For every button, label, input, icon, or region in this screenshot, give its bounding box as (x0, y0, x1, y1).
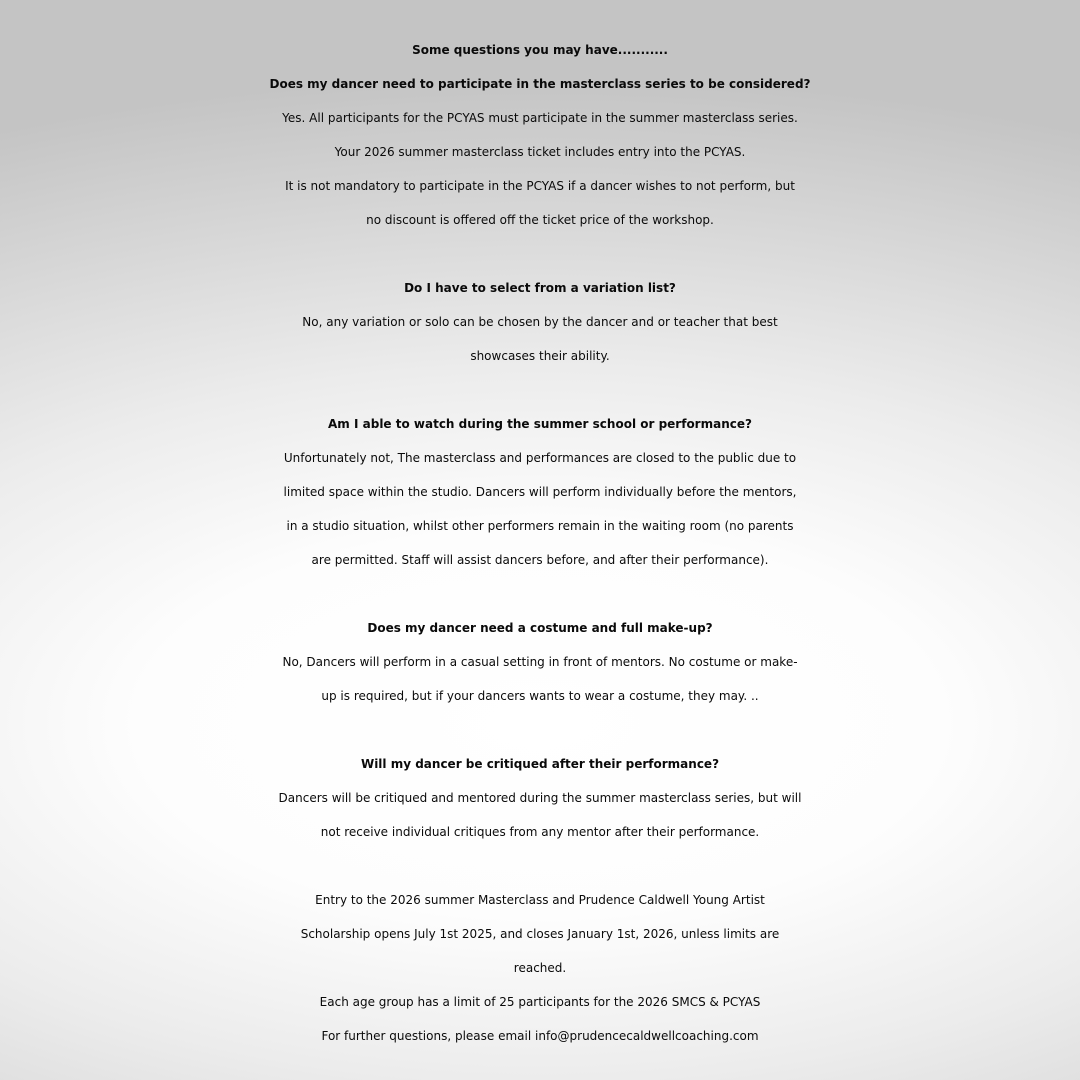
faq-answer-line: It is not mandatory to participate in the PCYAS if a dancer wishes to not perform, but (285, 179, 795, 193)
section-spacer (0, 373, 1080, 407)
faq-section-critique (0, 747, 1080, 849)
faq-answer-line: are permitted. Staff will assist dancers before, and after their performance). (311, 553, 769, 567)
faq-answer-line: showcases their ability. (470, 349, 610, 363)
faq-answer-line: Unfortunately not, The masterclass and performances are closed to the public due to (283, 451, 797, 465)
section-spacer (0, 713, 1080, 747)
entry-info-line: Scholarship opens July 1st 2025, and closes January 1st, 2026, unless limits are (300, 927, 780, 941)
faq-question: Does my dancer need a costume and full make-up? (367, 621, 713, 635)
faq-answer-line: No, Dancers will perform in a casual setting in front of mentors. No costume or make- (282, 655, 798, 669)
faq-document (0, 33, 1080, 1053)
faq-question: Does my dancer need to participate in the masterclass series to be considered? (269, 77, 811, 91)
faq-question: Am I able to watch during the summer school or performance? (328, 417, 752, 431)
faq-section-variation (0, 271, 1080, 373)
faq-answer-line: Dancers will be critiqued and mentored during the summer masterclass series, but will (278, 791, 802, 805)
section-spacer (0, 849, 1080, 883)
faq-intro-heading: Some questions you may have........... (412, 43, 668, 57)
faq-answer-line: limited space within the studio. Dancers will perform individually before the mentors, (283, 485, 797, 499)
faq-answer-line: Yes. All participants for the PCYAS must participate in the summer masterclass series. (282, 111, 798, 125)
faq-answer-line: up is required, but if your dancers wants to wear a costume, they may. .. (321, 689, 759, 703)
faq-answer-line: in a studio situation, whilst other performers remain in the waiting room (no parents (286, 519, 794, 533)
section-spacer (0, 237, 1080, 271)
participant-limit-line: Each age group has a limit of 25 participants for the 2026 SMCS & PCYAS (319, 995, 761, 1009)
faq-section-watching (0, 407, 1080, 577)
entry-info-line: reached. (513, 961, 567, 975)
section-spacer (0, 577, 1080, 611)
faq-answer-line: Your 2026 summer masterclass ticket includes entry into the PCYAS. (334, 145, 746, 159)
faq-section-costume (0, 611, 1080, 713)
faq-question: Will my dancer be critiqued after their performance? (360, 757, 720, 771)
entry-info-line: Entry to the 2026 summer Masterclass and Prudence Caldwell Young Artist (315, 893, 765, 907)
faq-answer-line: No, any variation or solo can be chosen by the dancer and or teacher that best (302, 315, 778, 329)
faq-answer-line: not receive individual critiques from any mentor after their performance. (320, 825, 760, 839)
faq-section-participation (0, 67, 1080, 237)
faq-answer-line: no discount is offered off the ticket price of the workshop. (366, 213, 714, 227)
entry-info (0, 883, 1080, 1053)
contact-email-line: For further questions, please email info@prudencecaldwellcoaching.com (321, 1029, 759, 1043)
faq-question: Do I have to select from a variation list? (404, 281, 676, 295)
